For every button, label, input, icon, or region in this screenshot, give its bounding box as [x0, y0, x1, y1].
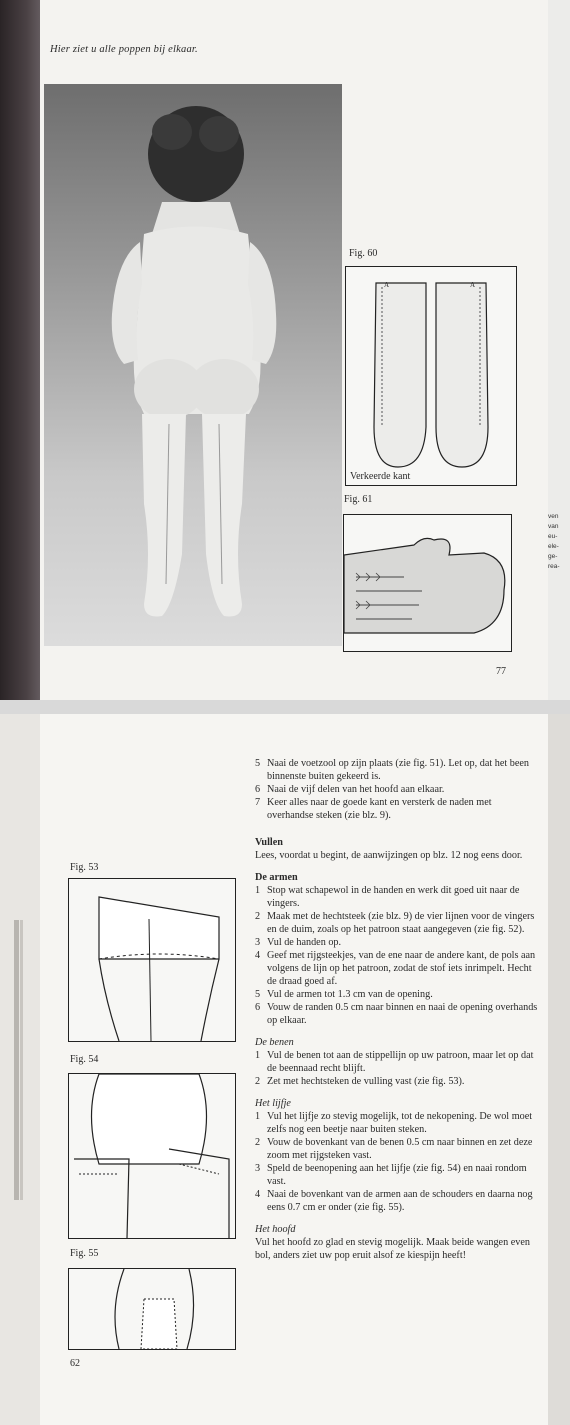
fig55-box [68, 1268, 236, 1350]
fig54-label: Fig. 54 [70, 1054, 99, 1065]
fig60-mark-a-right: A [470, 281, 476, 289]
body-leg-attach-drawing [69, 1074, 235, 1238]
fig60-label: Fig. 60 [349, 248, 378, 259]
vullen-paragraph: Lees, voordat u begint, de aanwijzingen op blz. 12 nog eens door. [255, 850, 523, 861]
fig60-mark-a-left: A [384, 281, 390, 289]
hand-pattern-drawing [344, 515, 511, 651]
list-item: 2 Zet met hechtsteken de vulling vast (zie fig. 53). [255, 1076, 465, 1087]
leg-pattern-drawing [346, 267, 516, 485]
list-item: 6 Naai de vijf delen van het hoofd aan elkaar. [255, 784, 445, 795]
facing-page-edge [548, 0, 570, 700]
list-item: 4 Geef met rijgsteekjes, van de ene naar de andere kant, de pols aan volgens de lijn op het patroon, zodat de stof iets inrimpelt. Hecht de draad goed af. [255, 950, 536, 987]
fig61-pattern-box [343, 514, 512, 652]
margin-word: ven [548, 513, 559, 520]
list-item: 4 Naai de bovenkant van de armen aan de schouders en daarna nog eens 0.7 cm er onder (zie fig. 55). [255, 1189, 533, 1213]
fig54-box [68, 1073, 236, 1239]
margin-word: ele- [548, 543, 559, 550]
list-item: 6 Vouw de randen 0.5 cm naar binnen en naai de opening overhands op elkaar. [255, 1002, 538, 1026]
hoofd-paragraph: Vul het hoofd zo glad en stevig mogelijk. Maak beide wangen even bol, anders ziet uw pop eruit alsof ze kiespijn heeft! [255, 1237, 530, 1261]
list-item: 1 Vul het lijfje zo stevig mogelijk, tot de nekopening. De wol moet zelfs nog een beetje naar buiten steken. [255, 1111, 533, 1135]
page-number-top: 77 [496, 666, 506, 677]
faded-text-lines [8, 920, 26, 1200]
doll-back-photo [44, 84, 342, 646]
page-number-bottom: 62 [70, 1358, 80, 1369]
margin-word: rea- [548, 563, 560, 570]
list-item: 1 Vul de benen tot aan de stippellijn op uw patroon, maar let op dat de beennaad recht blijft. [255, 1050, 534, 1074]
arm-attach-drawing [69, 1269, 235, 1349]
margin-word: ge- [548, 553, 558, 560]
list-item: 5 Naai de voetzool op zijn plaats (zie fig. 51). Let op, dat het been binnenste buiten gekeerd is. [255, 758, 529, 782]
fig60-pattern-box [345, 266, 517, 486]
fig53-box [68, 878, 236, 1042]
list-item: 2 Maak met de hechtsteek (zie blz. 9) de vier lijnen voor de vingers en de duim, zoals op het patroon staat aangegeven (zie fig. 52). [255, 911, 535, 935]
photo-caption: Hier ziet u alle poppen bij elkaar. [50, 44, 198, 55]
section-heading-benen: De benen [255, 1037, 294, 1048]
fig53-label: Fig. 53 [70, 862, 99, 873]
facing-page-margin-text [548, 512, 560, 572]
fig60-inner-label: Verkeerde kant [350, 471, 411, 482]
list-item: 5 Vul de armen tot 1.3 cm van de opening. [255, 989, 433, 1000]
list-item: 3 Vul de handen op. [255, 937, 342, 948]
previous-page-text-strip [8, 920, 26, 1200]
section-heading-hoofd: Het hoofd [255, 1224, 296, 1235]
instructions-column [255, 757, 540, 1262]
section-heading-vullen: Vullen [255, 837, 283, 848]
leg-stuffing-drawing [69, 879, 235, 1041]
scan-separator [0, 700, 570, 714]
fig55-label: Fig. 55 [70, 1248, 99, 1259]
margin-word: van [548, 523, 559, 530]
next-page-edge [548, 714, 570, 1425]
list-item: 1 Stop wat schapewol in de handen en werk dit goed uit naar de vingers. [255, 885, 520, 909]
section-heading-lijfje: Het lijfje [255, 1098, 291, 1109]
list-item: 7 Keer alles naar de goede kant en versterk de naden met overhandse steken (zie blz. 9). [255, 797, 492, 821]
fig61-label: Fig. 61 [344, 494, 373, 505]
list-item: 3 Speld de beenopening aan het lijfje (zie fig. 54) en naai rondom vast. [255, 1163, 527, 1187]
book-spine-shadow [0, 0, 44, 700]
section-heading-armen: De armen [255, 872, 298, 883]
margin-word: eu- [548, 533, 558, 540]
list-item: 2 Vouw de bovenkant van de benen 0.5 cm naar binnen en zet deze zoom met rijgsteken vast. [255, 1137, 533, 1161]
doll-illustration [44, 84, 342, 646]
